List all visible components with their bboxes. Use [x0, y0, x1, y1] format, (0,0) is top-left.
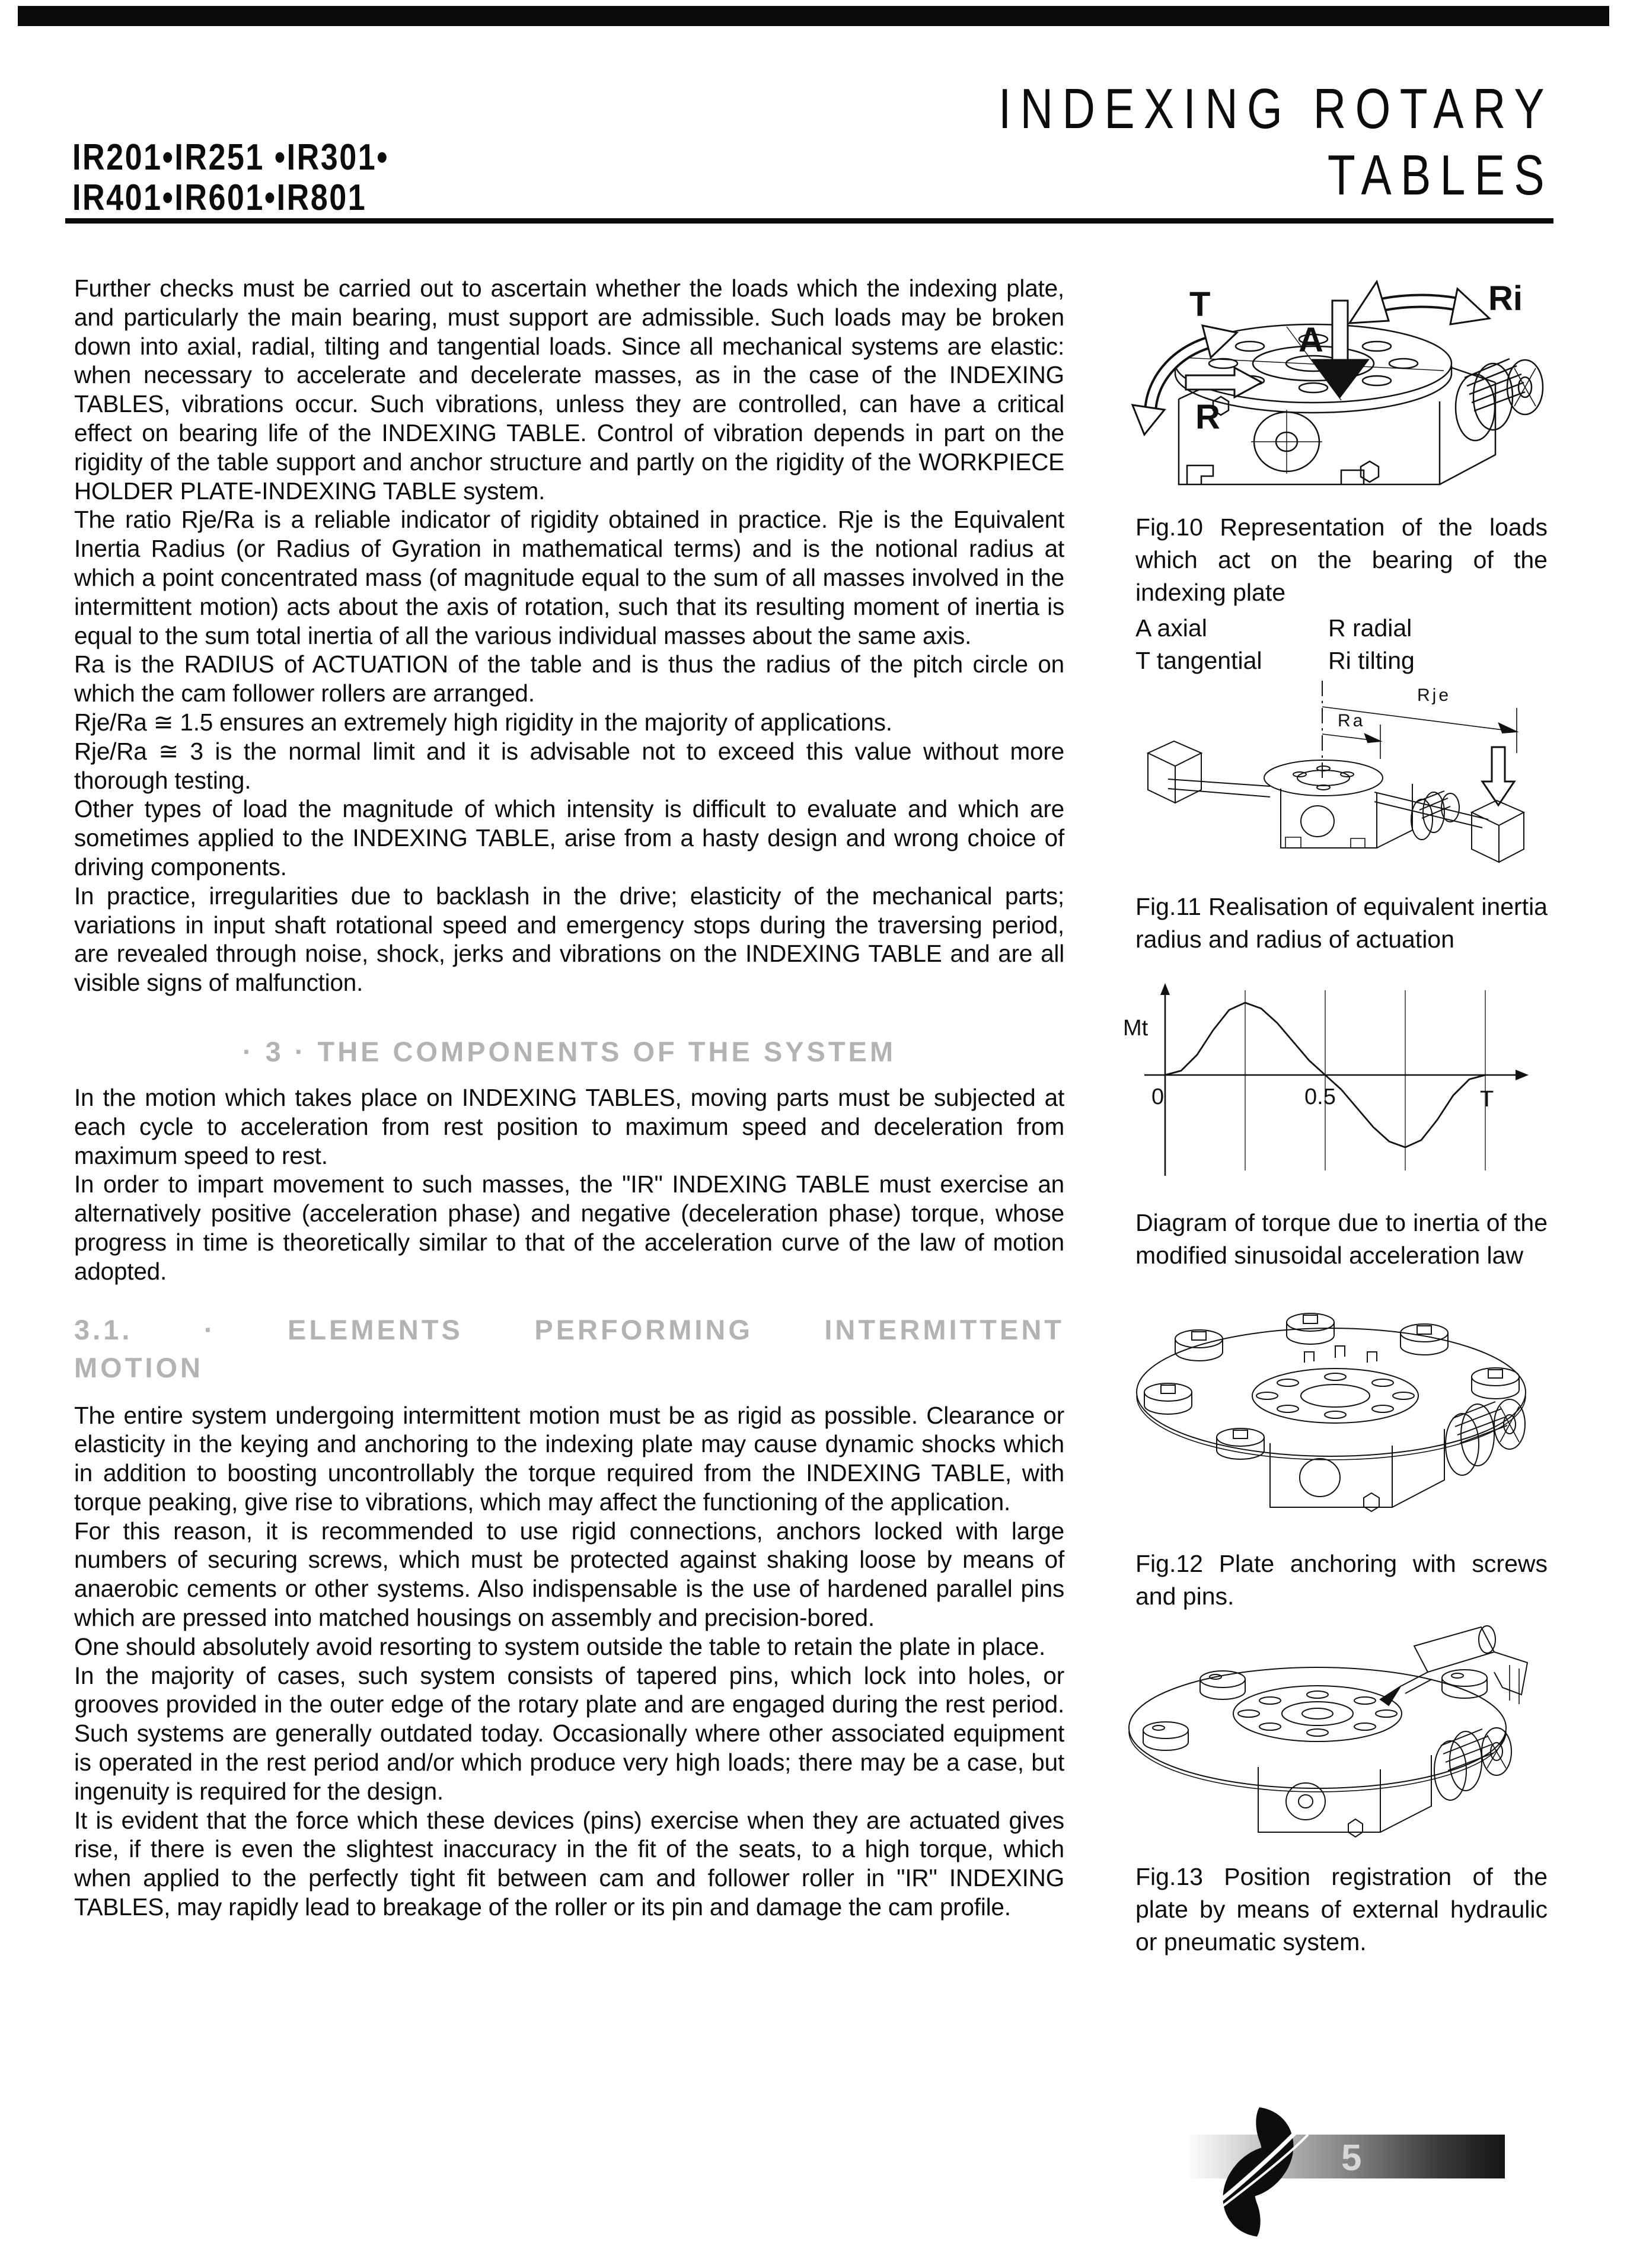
- fig10-caption: Fig.10 Representation of the loads which act on the bearing of the indexing plate: [1135, 513, 1548, 606]
- paragraph: Rje/Ra ≅ 3 is the normal limit and it is advisable not to exceed this value without more thorough testing.: [74, 737, 1064, 794]
- torque-xtick-05: 0.5: [1304, 1084, 1336, 1109]
- paragraph: In practice, irregularities due to backlash in the drive; elasticity of the mechanical parts; variations in input shaft rotational speed and emergency stops during the traversing period, are revealed through noise, shock, jerks and vibrations on the INDEXING TABLE and are all visible signs of malfunction.: [74, 882, 1064, 997]
- fig13-caption: Fig.13 Position registration of the plate by means of external hydraulic or pneumatic system.: [1135, 1863, 1548, 1956]
- paragraph: It is evident that the force which these devices (pins) exercise when they are actuated gives rise, if there is even the slightest inaccuracy in the fit of the seats, to a high torque, which when applied to the perfectly tight fit between cam and follower roller in "IR" INDEXING TABLES, may rapidly lead to breakage of the roller or its pin and damage the cam profile.: [74, 1806, 1064, 1921]
- section-3-heading: · 3 · THE COMPONENTS OF THE SYSTEM: [242, 1035, 897, 1067]
- legend-radial: R radial: [1328, 614, 1412, 642]
- brand-logo-icon: [1199, 2104, 1317, 2240]
- model-line-2: IR401•IR601•IR801: [72, 177, 367, 218]
- torque-xtick-0: 0: [1151, 1084, 1165, 1109]
- paragraph: In the majority of cases, such system consists of tapered pins, which lock into holes, or grooves provided in the outer edge of the rotary plate and are engaged during the rest period. Such systems are generally outdated today. Occasionally where other associated equipment is operated in the rest period and/or which produce very high loads; there may be a case, but ingenuity is required for the design.: [74, 1661, 1064, 1805]
- legend-tilting: Ri tilting: [1328, 647, 1415, 674]
- fig10-label-r: R: [1195, 398, 1220, 436]
- title-line-2: TABLES: [1328, 143, 1553, 207]
- model-list: [72, 138, 449, 218]
- legend-tangential: T tangential: [1135, 647, 1262, 674]
- paragraph: The entire system undergoing intermittent motion must be as rigid as possible. Clearance or elasticity in the keying and anchoring to the indexing plate may cause dynamic shocks which in addition to boosting uncontrollably the torque required from the INDEXING TABLE, with torque peaking, give rise to vibrations, which may affect the functioning of the application.: [74, 1401, 1064, 1516]
- fig12-plate-anchoring-drawing: [1109, 1302, 1559, 1520]
- page-number: 5: [1341, 2138, 1362, 2178]
- section-3-1-heading: [74, 1311, 1064, 1387]
- torque-diagram: [1109, 965, 1559, 1191]
- paragraph: The ratio Rje/Ra is a reliable indicator of rigidity obtained in practice. Rje is the Equivalent Inertia Radius (or Radius of Gyration in mathematical terms) and is the notional radius at which a point concentrated mass (of magnitude equal to the sum of all masses involved in the intermittent motion) acts about the axis of rotation, such that its resulting moment of inertia is equal to the sum total inertia of all the various individual masses about the same axis.: [74, 506, 1064, 649]
- fig11-label-ra: Ra: [1338, 711, 1366, 731]
- fig10-label-ri: Ri: [1488, 279, 1523, 318]
- paragraph: Rje/Ra ≅ 1.5 ensures an extremely high rigidity in the majority of applications.: [74, 708, 892, 736]
- paragraph: In the motion which takes place on INDEXING TABLES, moving parts must be subjected at each cycle to acceleration from rest position to maximum speed and deceleration from maximum speed to rest.: [74, 1083, 1064, 1169]
- paragraph: Further checks must be carried out to ascertain whether the loads which the indexing plate, and particularly the main bearing, must support are admissible. Such loads may be broken down into axial, radial, tilting and tangential loads. Since all mechanical systems are elastic: when necessary to accelerate and decelerate masses, as in the case of the INDEXING TABLES, vibrations occur. Such vibrations, unless they are controlled, can have a critical effect on bearing life of the INDEXING TABLE. Control of vibration depends in part on the rigidity of the table support and anchor structure and partly on the rigidity of the WORKPIECE HOLDER PLATE-INDEXING TABLE system.: [74, 275, 1064, 505]
- legend-axial: A axial: [1135, 614, 1207, 642]
- paragraph: In order to impart movement to such masses, the "IR" INDEXING TABLE must exercise an alternatively positive (acceleration phase) and negative (deceleration phase) torque, whose progress in time is theoretically similar to that of the acceleration curve of the law of motion adopted.: [74, 1170, 1064, 1285]
- fig10-legend: [1135, 612, 1548, 677]
- body-text-column: [74, 274, 1064, 1922]
- figure-column: [1109, 0, 1559, 2268]
- paragraph: Other types of load the magnitude of which intensity is difficult to evaluate and which are sometimes applied to the INDEXING TABLE, arise from a hasty design and wrong choice of driving components.: [74, 795, 1064, 881]
- fig10-label-t: T: [1189, 285, 1211, 324]
- fig10-label-a: A: [1299, 321, 1323, 359]
- paragraph: For this reason, it is recommended to use rigid connections, anchors locked with large numbers of securing screws, which must be protected against shaking loose by means of anaerobic cements or other systems. Also indispensable is the use of hardened parallel pins which are pressed into matched housings on assembly and precision-bored.: [74, 1517, 1064, 1632]
- title-line-1: INDEXING ROTARY: [998, 77, 1553, 141]
- paragraph: Ra is the RADIUS of ACTUATION of the table and is thus the radius of the pitch circle on which the cam follower rollers are arranged.: [74, 650, 1064, 707]
- model-line-1: IR201•IR251 •IR301•: [72, 137, 389, 178]
- fig11-label-rje: Rje: [1417, 685, 1451, 705]
- section-3-1-heading-line2: MOTION: [74, 1351, 203, 1383]
- paragraph: One should absolutely avoid resorting to system outside the table to retain the plate in place.: [74, 1632, 1045, 1660]
- fig12-caption: Fig.12 Plate anchoring with screws and pins.: [1135, 1550, 1548, 1610]
- fig11-inertia-radius-drawing: [1109, 670, 1559, 881]
- torque-ylabel: Mt: [1123, 1016, 1149, 1041]
- fig13-position-registration-drawing: [1109, 1618, 1559, 1848]
- fig11-caption: Fig.11 Realisation of equivalent inertia radius and radius of actuation: [1135, 893, 1548, 953]
- fig10-indexing-table-loads-drawing: [1109, 246, 1559, 504]
- torque-xtick-t: T: [1480, 1087, 1494, 1112]
- torque-caption: Diagram of torque due to inertia of the modified sinusoidal acceleration law: [1135, 1209, 1548, 1269]
- section-3-1-heading-line1: 3.1. · ELEMENTS PERFORMING INTERMITTENT: [74, 1313, 1064, 1345]
